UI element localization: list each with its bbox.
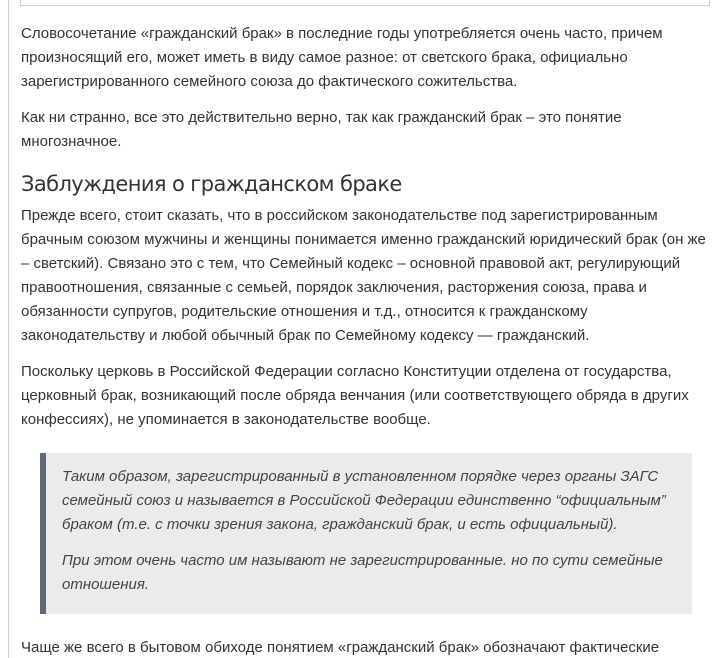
article-body bbox=[21, 22, 711, 658]
top-container-edge bbox=[20, 0, 710, 6]
quote-paragraph-official: Таким образом, зарегистрированный в установленном порядке через органы ЗАГС семейный союз и называется в Российской Федерации единственно “официальным” браком (т.е. с точки зрения закона, гражданский брак, и есть официальный). bbox=[62, 468, 666, 533]
paragraph-legislation: Прежде всего, стоит сказать, что в российском законодательстве под зарегистрированным брачным союзом мужчины и женщины понимается именно гражданский юридический брак (он же – светский). Связано это с тем, что Семейный кодекс – основной правовой акт, регулирующий правоотношения, связанные с семьей, порядок заключения, расторжения союза, права и обязанности супругов, родительские отношения и т.д., относится к гражданскому законодательству и любой обычный брак по Семейному кодексу — гражданский. bbox=[21, 207, 706, 344]
blockquote bbox=[40, 453, 692, 614]
quote-paragraph-unregistered: При этом очень часто им называют не зарегистрированные. но по сути семейные отношения. bbox=[62, 552, 663, 593]
section-heading: Заблуждения о гражданском браке bbox=[21, 172, 402, 196]
paragraph-church: Поскольку церковь в Российской Федерации согласно Конституции отделена от государства, церковный брак, возникающий после обряда венчания (или соответствующего обряда в других конфессиях), не упоминается в законодательстве вообще. bbox=[21, 363, 689, 428]
paragraph-ambiguity: Как ни странно, все это действительно верно, так как гражданский брак – это понятие многозначное. bbox=[21, 109, 622, 150]
paragraph-everyday-usage: Чаще же всего в бытовом обиходе понятием «гражданский брак» обозначают фактические bbox=[21, 639, 660, 656]
left-border bbox=[8, 0, 9, 658]
paragraph-intro: Словосочетание «гражданский брак» в последние годы употребляется очень часто, причем произносящий его, может иметь в виду самое разное: от светского брака, официально зарегистрированного семейного союза до фактического сожительства. bbox=[21, 25, 663, 90]
